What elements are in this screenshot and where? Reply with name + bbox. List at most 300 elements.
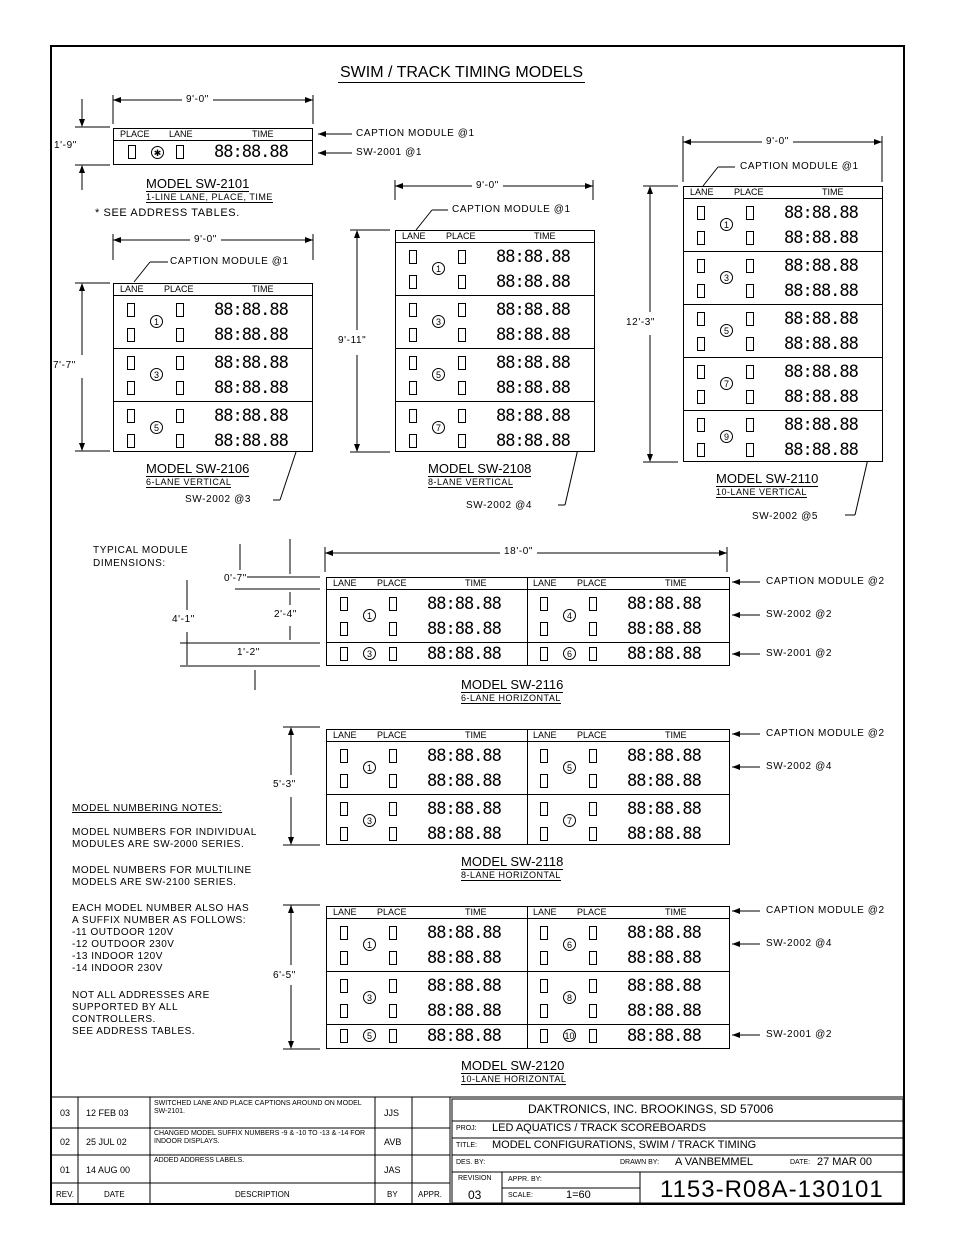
digit <box>697 337 705 351</box>
time-display: 88:88.88 <box>784 203 858 223</box>
notes-heading: MODEL NUMBERING NOTES: <box>72 803 223 814</box>
time-display: 88:88.88 <box>427 976 501 996</box>
sw2118-model-title: MODEL SW-2118 <box>461 854 564 869</box>
time-display: 88:88.88 <box>627 799 701 819</box>
typical-dim-1: 0'-7" <box>224 573 247 584</box>
time-display: 88:88.88 <box>427 771 501 791</box>
rev-by: JJS <box>384 1108 400 1118</box>
caption-module <box>327 907 729 919</box>
digit <box>540 749 548 763</box>
time-display: 88:88.88 <box>427 644 501 664</box>
time-display: 88:88.88 <box>627 976 701 996</box>
digit <box>458 434 466 448</box>
caption-time: TIME <box>465 730 487 740</box>
scale-value: 1=60 <box>566 1189 591 1201</box>
by-header: BY <box>387 1190 398 1199</box>
caption-module: PLACE LANE TIME <box>114 129 312 141</box>
digit <box>746 418 754 432</box>
digit <box>176 356 184 370</box>
row-divider <box>396 295 594 296</box>
typical-dim-4: 1'-2" <box>237 647 260 658</box>
digit <box>746 284 754 298</box>
digit <box>389 951 397 965</box>
digit <box>589 597 597 611</box>
digit <box>697 284 705 298</box>
digit <box>746 312 754 326</box>
caption-lane: LANE <box>533 907 557 917</box>
digit <box>340 1004 348 1018</box>
rev-by: JAS <box>384 1165 401 1175</box>
digit <box>176 145 184 159</box>
digit <box>697 443 705 457</box>
caption-time: TIME <box>665 730 687 740</box>
digit <box>409 303 417 317</box>
company: DAKTRONICS, INC. BROOKINGS, SD 57006 <box>528 1102 774 1116</box>
lane-circle: 5 <box>150 421 163 434</box>
time-display: 88:88.88 <box>784 440 858 460</box>
time-display: 88:88.88 <box>427 1026 501 1046</box>
digit <box>176 381 184 395</box>
row-divider <box>327 642 729 643</box>
lane-circle: 3 <box>150 368 163 381</box>
digit <box>540 827 548 841</box>
sw2118-height: 5'-3" <box>273 779 296 790</box>
lane-circle: 6 <box>563 938 576 951</box>
digit <box>389 979 397 993</box>
time-display: 88:88.88 <box>496 300 570 320</box>
sw2101-board <box>113 128 313 165</box>
sw2118-line-label: SW-2002 @4 <box>766 761 832 772</box>
sw2108-caption-label: CAPTION MODULE @1 <box>452 204 571 215</box>
date-value: 27 MAR 00 <box>817 1156 873 1168</box>
time-display: 88:88.88 <box>496 353 570 373</box>
digit <box>409 250 417 264</box>
caption-module <box>114 284 312 296</box>
page-title: SWIM / TRACK TIMING MODELS <box>340 64 583 81</box>
digit <box>409 356 417 370</box>
row-divider <box>396 348 594 349</box>
notes-p3: EACH MODEL NUMBER ALSO HAS A SUFFIX NUMBER AS FOLLOWS: -11 OUTDOOR 120V -12 OUTDOOR 230V -13 INDOOR 120V -14 INDOOR 230V <box>72 903 250 974</box>
digit <box>589 827 597 841</box>
digit <box>458 328 466 342</box>
sw2101-note: * SEE ADDRESS TABLES. <box>95 207 240 219</box>
time-display: 88:88.88 <box>427 923 501 943</box>
digit <box>389 597 397 611</box>
time-display: 88:88.88 <box>496 325 570 345</box>
row-divider <box>684 357 882 358</box>
sw2108-line-label: SW-2002 @4 <box>466 500 532 511</box>
sw2101-caption-label: CAPTION MODULE @1 <box>356 128 475 139</box>
drawn-label: DRAWN BY: <box>620 1159 660 1166</box>
sw2101-line-label: SW-2001 @1 <box>356 147 422 158</box>
sw2116-board <box>326 577 730 666</box>
row-divider <box>327 971 729 972</box>
lane-circle: 5 <box>363 1029 376 1042</box>
digit <box>389 647 397 661</box>
digit <box>340 979 348 993</box>
digit <box>389 827 397 841</box>
title-label: TITLE: <box>456 1142 478 1149</box>
sw2108-model-sub: 8-LANE VERTICAL <box>428 477 514 487</box>
sw2120-board <box>326 906 730 1049</box>
time-display: 88:88.88 <box>427 948 501 968</box>
row-divider <box>684 410 882 411</box>
caption-place: PLACE <box>377 578 407 588</box>
lane-circle: 1 <box>363 609 376 622</box>
appr-header: APPR. <box>418 1190 443 1199</box>
caption-place: PLACE <box>164 284 194 294</box>
sw2110-height: 12'-3" <box>626 317 656 328</box>
time-display: 88:88.88 <box>427 1001 501 1021</box>
sw2110-model-title: MODEL SW-2110 <box>716 471 819 486</box>
time-display: 88:88.88 <box>427 824 501 844</box>
drawing-number: 1153-R08A-130101 <box>660 1176 884 1203</box>
digit <box>540 1029 548 1043</box>
time-display: 88:88.88 <box>427 619 501 639</box>
sw2101-width: 9'-0" <box>182 94 213 105</box>
sw2116-model-sub: 6-LANE HORIZONTAL <box>461 693 561 703</box>
proj-label: PROJ: <box>456 1125 477 1132</box>
digit <box>409 434 417 448</box>
caption-time: TIME <box>465 578 487 588</box>
caption-lane: LANE <box>120 284 144 294</box>
sw2110-board <box>683 186 883 462</box>
sw2108-board <box>395 230 595 452</box>
digit <box>127 381 135 395</box>
sw2120-caption-label: CAPTION MODULE @2 <box>766 905 885 916</box>
digit <box>746 390 754 404</box>
lane-circle: 6 <box>563 647 576 660</box>
digit <box>176 434 184 448</box>
caption-lane: LANE <box>333 578 357 588</box>
caption-time: TIME <box>465 907 487 917</box>
caption-module <box>327 578 729 590</box>
digit <box>340 951 348 965</box>
digit <box>340 749 348 763</box>
digit <box>389 802 397 816</box>
rev-header: REV. <box>56 1190 74 1199</box>
caption-place: PLACE <box>446 231 476 241</box>
digit <box>409 381 417 395</box>
digit <box>746 443 754 457</box>
caption-module <box>684 187 882 199</box>
digit <box>458 356 466 370</box>
lane-circle: 7 <box>563 814 576 827</box>
digit <box>127 328 135 342</box>
time-display: 88:88.88 <box>214 378 288 398</box>
caption-place: PLACE <box>734 187 764 197</box>
lane-circle: 7 <box>720 377 733 390</box>
column-divider <box>527 578 528 665</box>
time-display: 88:88.88 <box>496 378 570 398</box>
digit <box>589 647 597 661</box>
sw2116-line-label: SW-2002 @2 <box>766 609 832 620</box>
time-display: 88:88.88 <box>214 142 288 162</box>
time-display: 88:88.88 <box>214 406 288 426</box>
digit <box>458 381 466 395</box>
digit <box>589 1029 597 1043</box>
time-display: 88:88.88 <box>627 923 701 943</box>
digit <box>458 303 466 317</box>
typical-dim-3: 4'-1" <box>172 614 195 625</box>
digit <box>746 259 754 273</box>
digit <box>340 774 348 788</box>
digit <box>340 926 348 940</box>
digit <box>458 275 466 289</box>
row-divider <box>684 304 882 305</box>
caption-lane: LANE <box>533 730 557 740</box>
digit <box>540 597 548 611</box>
digit <box>540 951 548 965</box>
rev-desc: CHANGED MODEL SUFFIX NUMBERS -9 & -10 TO -13 & -14 FOR INDOOR DISPLAYS. <box>154 1130 366 1145</box>
caption-lane: LANE <box>533 578 557 588</box>
column-divider <box>527 730 528 844</box>
time-display: 88:88.88 <box>627 594 701 614</box>
lane-circle: 1 <box>363 938 376 951</box>
time-display: 88:88.88 <box>627 746 701 766</box>
time-display: 88:88.88 <box>627 948 701 968</box>
digit <box>409 328 417 342</box>
caption-place: PLACE <box>577 907 607 917</box>
digit <box>389 774 397 788</box>
sw2116-line2-label: SW-2001 @2 <box>766 648 832 659</box>
time-display: 88:88.88 <box>496 247 570 267</box>
digit <box>589 951 597 965</box>
digit <box>589 749 597 763</box>
sw2106-model-title: MODEL SW-2106 <box>146 461 250 476</box>
digit <box>697 206 705 220</box>
lane-circle: 1 <box>432 262 445 275</box>
time-display: 88:88.88 <box>627 644 701 664</box>
time-display: 88:88.88 <box>784 387 858 407</box>
time-display: 88:88.88 <box>627 1001 701 1021</box>
digit <box>340 802 348 816</box>
time-display: 88:88.88 <box>214 300 288 320</box>
digit <box>340 597 348 611</box>
sw2120-line-label: SW-2002 @4 <box>766 938 832 949</box>
time-display: 88:88.88 <box>784 228 858 248</box>
digit <box>176 303 184 317</box>
digit <box>697 418 705 432</box>
digit <box>389 1029 397 1043</box>
lane-circle: 9 <box>720 430 733 443</box>
digit <box>697 365 705 379</box>
revision-value: 03 <box>468 1188 482 1202</box>
time-display: 88:88.88 <box>784 281 858 301</box>
digit <box>389 622 397 636</box>
row-divider <box>327 794 729 795</box>
sw2108-width: 9'-0" <box>472 180 503 191</box>
des-label: DES. BY: <box>456 1159 486 1166</box>
row-divider <box>114 348 312 349</box>
digit <box>697 259 705 273</box>
caption-time: TIME <box>665 907 687 917</box>
rev-num: 03 <box>60 1108 71 1118</box>
lane-circle: 1 <box>363 761 376 774</box>
digit <box>176 328 184 342</box>
notes-p4: NOT ALL ADDRESSES ARE SUPPORTED BY ALL CONTROLLERS. SEE ADDRESS TABLES. <box>72 990 210 1037</box>
scale-label: SCALE: <box>508 1192 533 1199</box>
date-label: DATE: <box>790 1159 811 1166</box>
sw2106-height: 7'-7" <box>53 360 76 371</box>
caption-place: PLACE <box>377 907 407 917</box>
row-divider <box>327 1024 729 1025</box>
sw2106-board <box>113 283 313 452</box>
digit <box>589 979 597 993</box>
lane-circle: 8 <box>563 991 576 1004</box>
digit <box>589 802 597 816</box>
time-display: 88:88.88 <box>427 746 501 766</box>
caption-module <box>396 231 594 243</box>
sw2106-line-label: SW-2002 @3 <box>185 494 251 505</box>
digit <box>176 409 184 423</box>
lane-circle: 4 <box>563 609 576 622</box>
sw2118-caption-label: CAPTION MODULE @2 <box>766 728 885 739</box>
time-display: 88:88.88 <box>427 594 501 614</box>
typical-dim-2: 2'-4" <box>274 609 297 620</box>
sw2120-height: 6'-5" <box>273 970 296 981</box>
sw2116-model-title: MODEL SW-2116 <box>461 677 564 692</box>
sw2106-caption-label: CAPTION MODULE @1 <box>170 256 289 267</box>
rev-num: 01 <box>60 1165 71 1175</box>
caption-lane: LANE <box>690 187 714 197</box>
sw2101-model-sub: 1-LINE LANE, PLACE, TIME <box>146 192 273 202</box>
digit <box>589 622 597 636</box>
row-divider <box>396 401 594 402</box>
sw2120-model-sub: 10-LANE HORIZONTAL <box>461 1074 567 1084</box>
digit <box>540 774 548 788</box>
digit <box>540 802 548 816</box>
appr-label: APPR. BY: <box>508 1176 542 1183</box>
time-display: 88:88.88 <box>784 256 858 276</box>
lane-circle: 3 <box>432 315 445 328</box>
digit <box>127 434 135 448</box>
digit <box>540 979 548 993</box>
lane-circle: ✱ <box>151 146 164 159</box>
time-display: 88:88.88 <box>627 619 701 639</box>
time-display: 88:88.88 <box>627 824 701 844</box>
column-divider <box>527 907 528 1048</box>
lane-circle: 1 <box>720 218 733 231</box>
lane-circle: 3 <box>720 271 733 284</box>
digit <box>746 206 754 220</box>
sw2108-height: 9'-11" <box>338 335 367 346</box>
digit <box>127 409 135 423</box>
date-header: DATE <box>104 1190 125 1199</box>
sw2110-line-label: SW-2002 @5 <box>752 511 818 522</box>
digit <box>458 409 466 423</box>
digit <box>340 1029 348 1043</box>
caption-lane: LANE <box>333 730 357 740</box>
lane-circle: 5 <box>563 761 576 774</box>
caption-place: PLACE <box>577 578 607 588</box>
caption-time: TIME <box>822 187 844 197</box>
time-display: 88:88.88 <box>784 334 858 354</box>
notes-p1: MODEL NUMBERS FOR INDIVIDUAL MODULES ARE SW-2000 SERIES. <box>72 827 257 850</box>
desc-header: DESCRIPTION <box>235 1190 290 1199</box>
title-value: MODEL CONFIGURATIONS, SWIM / TRACK TIMING <box>492 1139 757 1151</box>
rev-desc: ADDED ADDRESS LABELS. <box>154 1157 245 1164</box>
digit <box>589 1004 597 1018</box>
sw2120-model-title: MODEL SW-2120 <box>461 1058 565 1073</box>
time-display: 88:88.88 <box>784 415 858 435</box>
row-divider <box>684 251 882 252</box>
lane-circle: 1 <box>150 315 163 328</box>
revision-label: REVISION <box>458 1175 492 1182</box>
time-display: 88:88.88 <box>784 362 858 382</box>
sw2108-model-title: MODEL SW-2108 <box>428 461 532 476</box>
sw2110-caption-label: CAPTION MODULE @1 <box>740 161 859 172</box>
caption-time: TIME <box>534 231 556 241</box>
sw2101-model-title: MODEL SW-2101 <box>146 176 250 191</box>
digit <box>409 409 417 423</box>
time-display: 88:88.88 <box>427 799 501 819</box>
digit <box>746 231 754 245</box>
digit <box>389 926 397 940</box>
digit <box>458 250 466 264</box>
digit <box>540 647 548 661</box>
lane-circle: 5 <box>432 368 445 381</box>
sw2110-model-sub: 10-LANE VERTICAL <box>716 487 807 497</box>
sw2116-caption-label: CAPTION MODULE @2 <box>766 576 885 587</box>
digit <box>409 275 417 289</box>
rev-date: 12 FEB 03 <box>86 1108 129 1118</box>
digit <box>540 926 548 940</box>
time-display: 88:88.88 <box>214 431 288 451</box>
digit <box>340 827 348 841</box>
caption-module <box>327 730 729 742</box>
typical-label-2: DIMENSIONS: <box>93 558 166 569</box>
rev-date: 14 AUG 00 <box>86 1165 131 1175</box>
proj-value: LED AQUATICS / TRACK SCOREBOARDS <box>492 1122 707 1134</box>
digit <box>697 390 705 404</box>
caption-place: PLACE <box>577 730 607 740</box>
sw2106-model-sub: 6-LANE VERTICAL <box>146 477 232 487</box>
sw2116-width: 18'-0" <box>500 546 537 557</box>
time-display: 88:88.88 <box>496 431 570 451</box>
digit <box>340 622 348 636</box>
lane-circle: 5 <box>720 324 733 337</box>
rev-num: 02 <box>60 1137 71 1147</box>
digit <box>128 145 136 159</box>
digit <box>540 622 548 636</box>
digit <box>540 1004 548 1018</box>
digit <box>697 231 705 245</box>
time-display: 88:88.88 <box>627 1026 701 1046</box>
digit <box>746 337 754 351</box>
time-display: 88:88.88 <box>214 325 288 345</box>
sw2110-width: 9'-0" <box>762 136 793 147</box>
caption-time: TIME <box>252 284 274 294</box>
notes-p2: MODEL NUMBERS FOR MULTILINE MODELS ARE SW-2100 SERIES. <box>72 865 252 888</box>
digit <box>389 1004 397 1018</box>
rev-desc: SWITCHED LANE AND PLACE CAPTIONS AROUND ON MODEL SW-2101. <box>154 1100 362 1115</box>
lane-circle: 7 <box>432 421 445 434</box>
lane-circle: 10 <box>564 1031 575 1041</box>
digit <box>589 774 597 788</box>
digit <box>697 312 705 326</box>
digit <box>746 365 754 379</box>
sw2106-width: 9'-0" <box>190 234 221 245</box>
time-display: 88:88.88 <box>214 353 288 373</box>
row-divider <box>114 401 312 402</box>
sw2118-board <box>326 729 730 845</box>
rev-by: AVB <box>384 1137 402 1147</box>
digit <box>340 647 348 661</box>
rev-date: 25 JUL 02 <box>86 1137 127 1147</box>
lane-circle: 3 <box>363 991 376 1004</box>
digit <box>389 749 397 763</box>
